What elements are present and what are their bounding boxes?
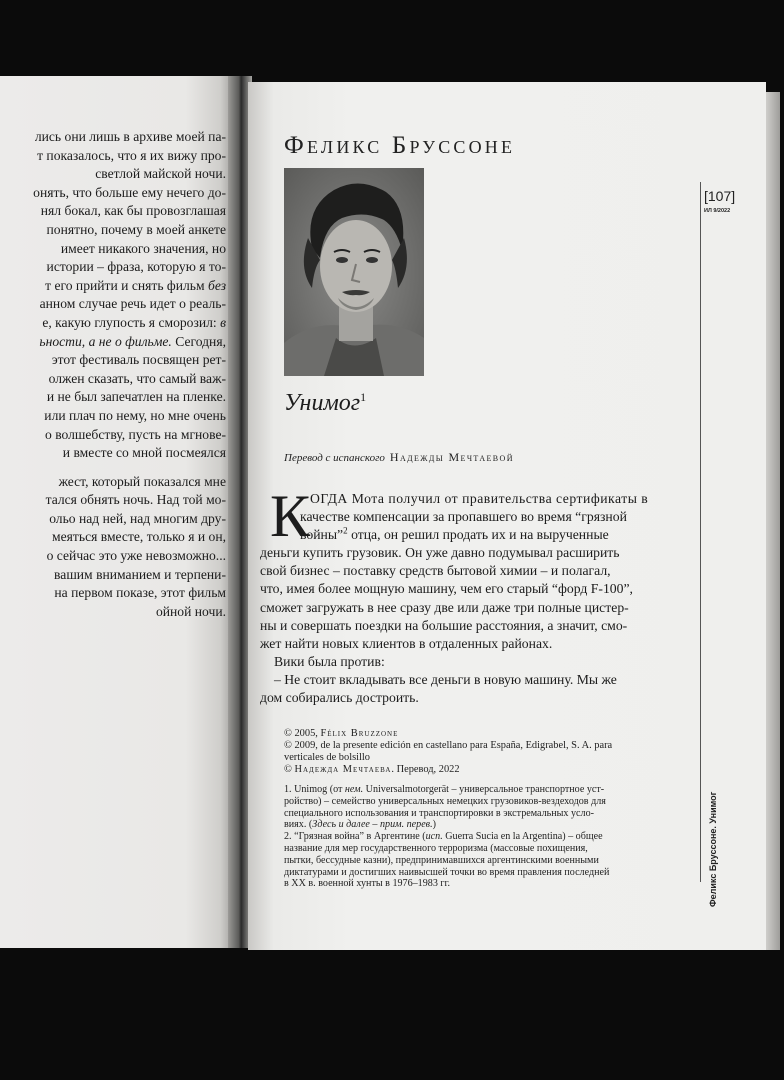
text-line: и не был запечатлен на пленке. [46, 389, 226, 405]
issue-label: ИЛ 9/2022 [704, 208, 731, 214]
text-line: вашим вниманием и терпени- [54, 566, 226, 582]
translator-credit [284, 450, 514, 465]
text-line: дом собирались достроить. [260, 690, 419, 706]
footnote-line: название для мер государственного терроризма (массовые похищения, [284, 842, 588, 854]
text-line: или плач по нему, но мне очень [44, 407, 226, 423]
story-title: Унимог$^1$ [284, 390, 367, 416]
text-line: свой бизнес – поставку средств бытовой химии – и полагал, [260, 563, 611, 579]
copyright-line: © Надежда Мечтаева. Перевод, 2022 [284, 764, 460, 775]
text-line: е, какую глупость я сморозил: в [42, 314, 226, 330]
footnote-line: виях. (Здесь и далее – прим. перев.) [284, 819, 436, 831]
italic-fragment: ьности, а не о фильме. [39, 333, 172, 349]
text-line: имеет никакого значения, но [60, 240, 226, 256]
text-line: светлой майской ночи. [95, 166, 226, 182]
text-line: ОГДА Мота получил от правительства сертификаты в [310, 491, 649, 506]
text-line: жест, который показался мне [58, 473, 226, 489]
left-page-text [0, 128, 226, 621]
text-line: ны и совершать поездки на большие расстояния, а значит, смо- [260, 617, 628, 633]
text-line: сможет загружать в нее сразу две или даже три полные цистер- [260, 599, 629, 615]
footnote-line: 2. “Грязная война” в Аргентине (исп. Guerra Sucia en la Argentina) – общее [284, 831, 603, 843]
italic-fragment: в [220, 314, 226, 330]
page-edge [766, 92, 780, 950]
right-page [248, 82, 766, 950]
author-name: Феликс Бруссоне [284, 132, 516, 159]
text-line: ьности, а не о фильме. Сегодня, [39, 333, 226, 349]
copyright-line: verticales de bolsillo [284, 752, 370, 763]
author-photo [284, 168, 424, 376]
text-line: олжен сказать, что самый важ- [48, 370, 226, 386]
text-line: о сейчас это уже невозможно... [46, 548, 226, 564]
story-body [248, 490, 766, 707]
italic-fragment: без [208, 277, 226, 293]
text-line: ойной ночи. [155, 603, 226, 619]
text-line: тался обнять ночь. Над той мо- [45, 492, 226, 508]
text-line: т его прийти и снять фильм без [45, 277, 226, 293]
text-line: деньги купить грузовик. Он уже давно подумывал расширить [260, 545, 620, 561]
margin-rule [700, 182, 701, 882]
translator-prefix: Перевод с испанского [284, 452, 385, 464]
footnotes [284, 784, 684, 890]
text-line: онять, что больше ему нечего до- [33, 184, 226, 200]
text-line: нял бокал, как бы провозглашая [40, 203, 226, 219]
footnote-line: в XX в. военной хунты в 1976–1983 гг. [284, 878, 451, 890]
text-line: войны”$^2$ отца, он решил продать их и на вырученные [300, 525, 609, 543]
page-number: [107] [704, 188, 736, 204]
text-line: на первом показе, этот фильм [54, 585, 226, 601]
copyright-line: © 2009, de la presente edición en castellano para España, Edigrabel, S. A. para [284, 740, 613, 751]
footnote-line: ройство) – семейство универсальных немецких грузовиков-вездеходов для [284, 795, 606, 807]
drop-cap: К [270, 483, 311, 549]
footnote-line: пытки, бессудные казни), предпринимавшихся аргентинскими военными [284, 854, 599, 866]
text-line: ольо над ней, над многим дру- [49, 510, 226, 526]
text-line: лись они лишь в архиве моей па- [34, 129, 226, 144]
text-line: истории – фраза, которую я то- [46, 259, 226, 275]
running-title: Феликс Бруссоне. Унимог [708, 791, 718, 907]
footnote-line: диктатурами и достигших наивысшей точки во время правления последней [284, 866, 610, 878]
text-line: жет найти новых клиентов в отдаленных районах. [260, 635, 553, 651]
translator-name: Надежды Мечтаевой [389, 450, 514, 464]
text-line: и вместе со мной посмеялся [62, 445, 226, 461]
text-line: т показалось, что я их вижу про- [37, 147, 226, 163]
text-line: анном случае речь идет о реаль- [39, 296, 226, 312]
copyright-line: © 2005, Félix Bruzzone [284, 728, 399, 739]
text-line: понятно, почему в моей анкете [46, 221, 226, 237]
left-page [0, 76, 232, 948]
text-line: этот фестиваль посвящен рет- [51, 352, 226, 368]
text-line: что, имея более мощную машину, чем его старый “форд F-100”, [260, 581, 633, 597]
text-line: Вики была против: [274, 653, 385, 669]
copyright-block [284, 728, 684, 776]
text-line: о волшебству, пусть на мгнове- [45, 426, 226, 442]
footnote-line: 1. Unimog (от нем. Universalmotorgerät – универсальное транспортное уст- [284, 784, 605, 795]
text-line: – Не стоит вкладывать все деньги в новую машину. Мы же [274, 671, 617, 687]
text-line: меяться вместе, только я и он, [52, 529, 226, 545]
footnote-marker: 1 [360, 390, 367, 404]
text-line: качестве компенсации за пропавшего во время “грязной [300, 509, 627, 525]
footnote-marker: 2 [343, 525, 348, 536]
footnote-line: специального использования и транспортировки в экстремальных усло- [284, 807, 594, 819]
